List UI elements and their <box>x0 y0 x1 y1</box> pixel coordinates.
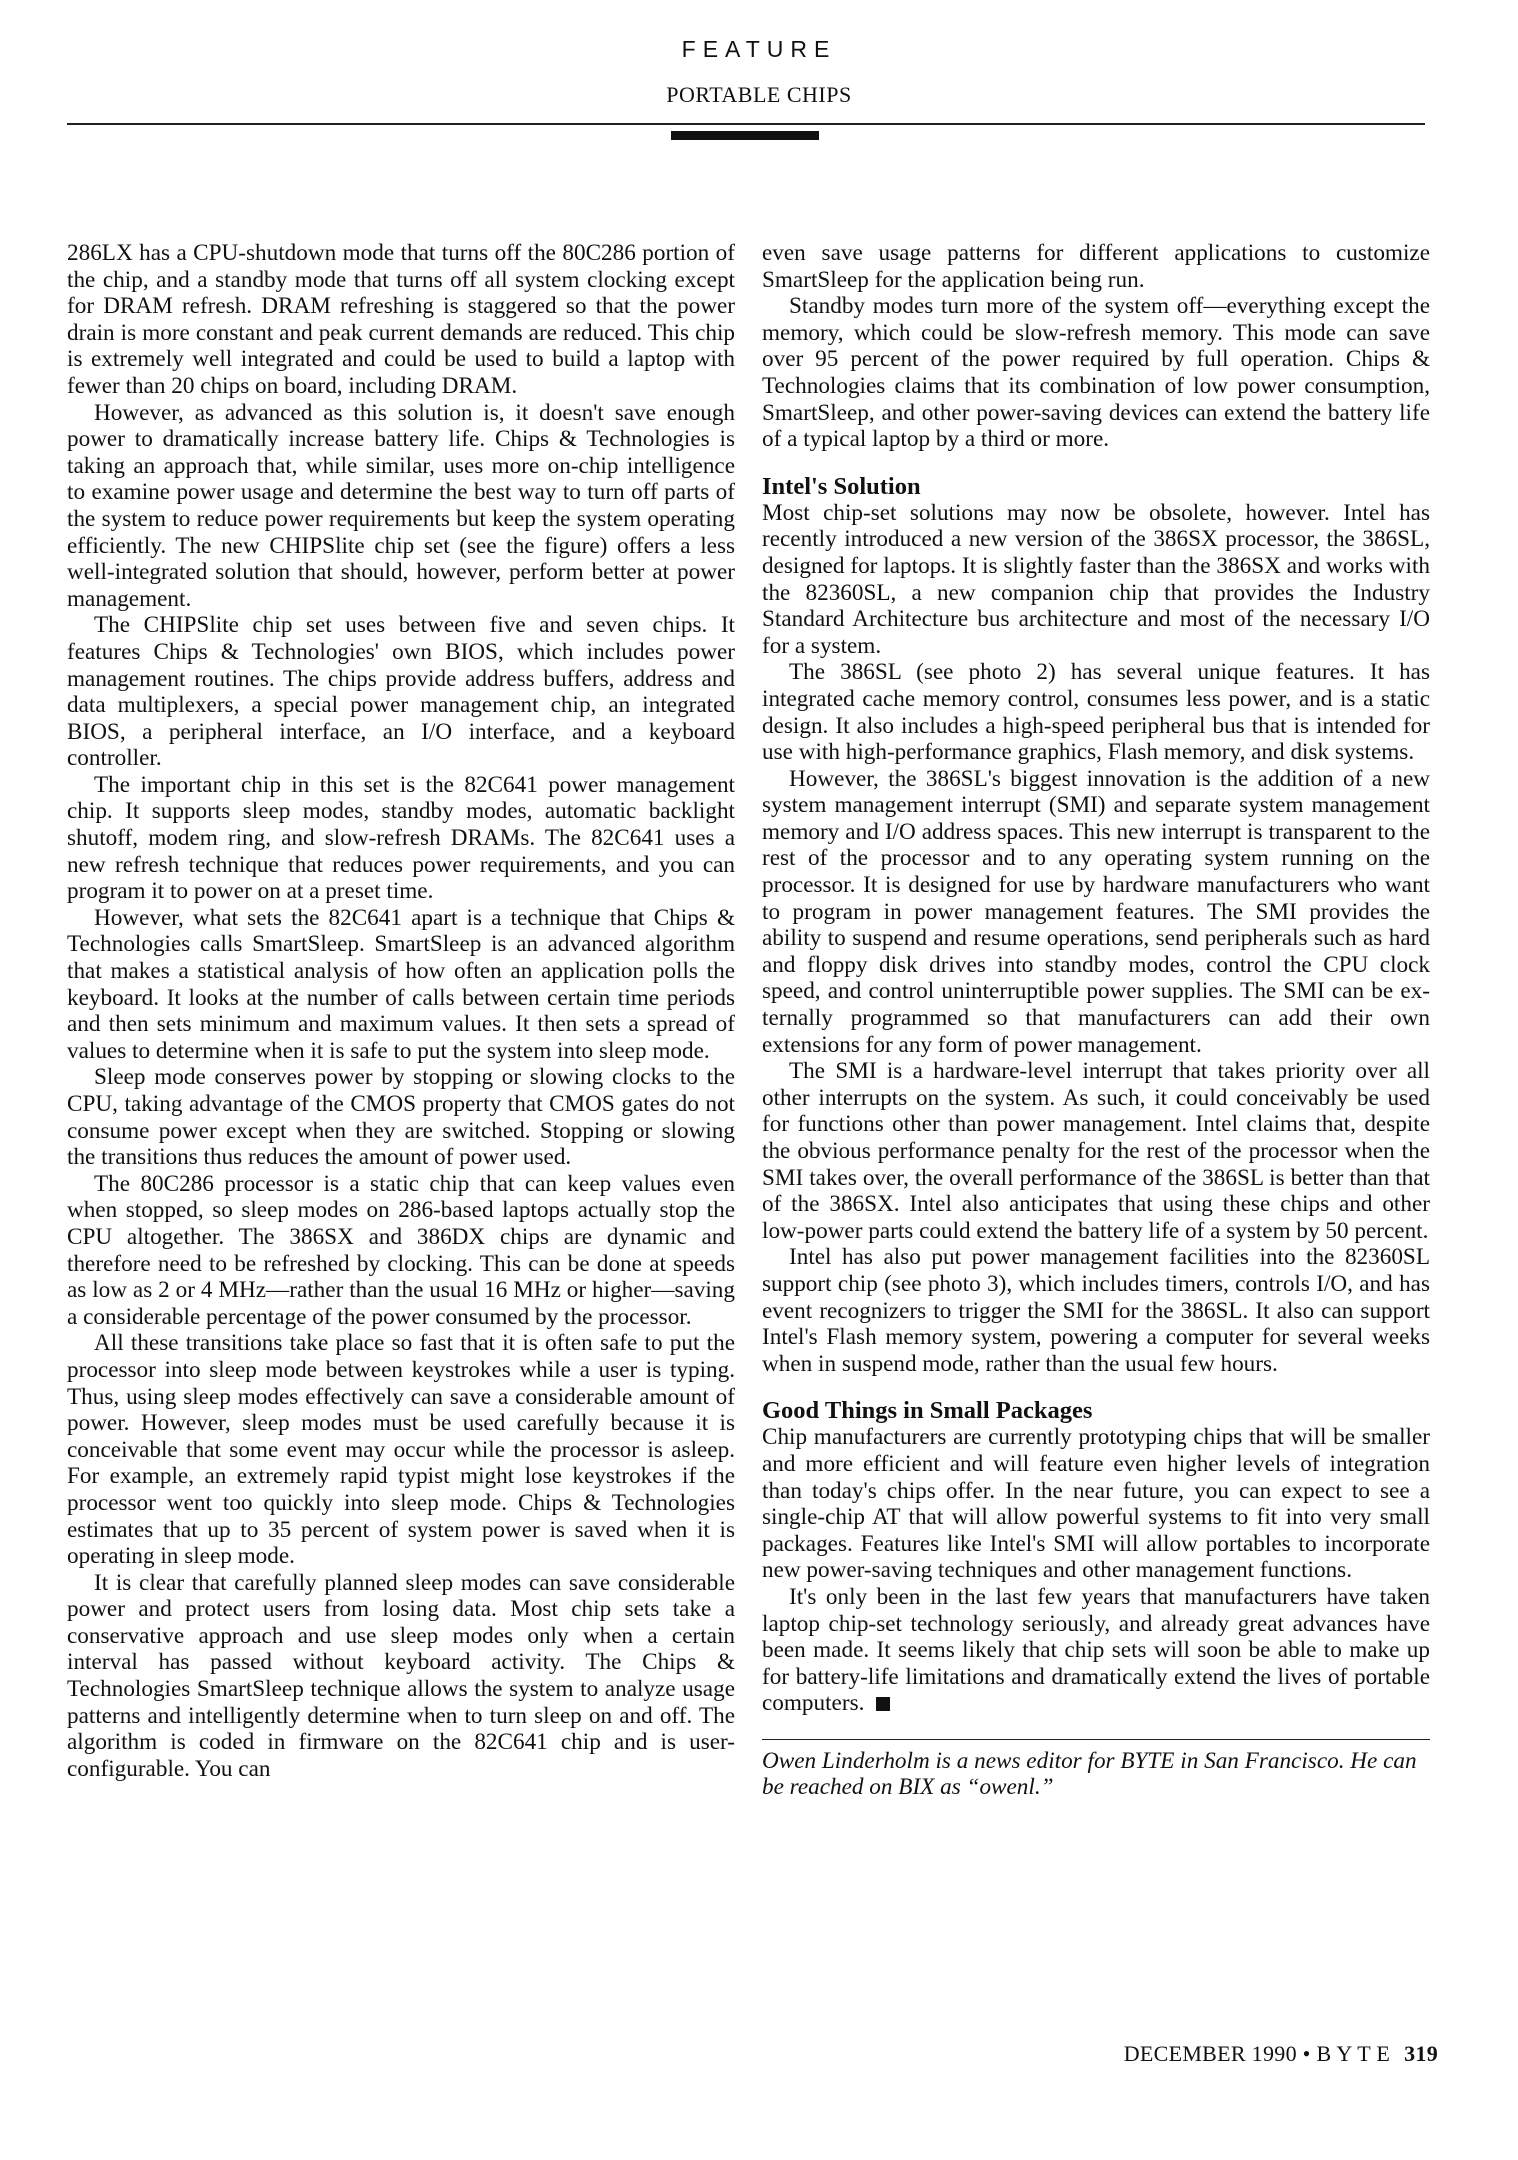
body-paragraph: The 386SL (see photo 2) has several unique features. It has integrated cache memory control, consumes less power, and is a static design. It also includes a high-speed peripheral bus that is intended for use with high-performance graphics, Flash memory, and disk systems. <box>762 659 1430 766</box>
body-paragraph: The important chip in this set is the 82C641 power management chip. It supports sleep modes, standby modes, automatic backlight shutoff, modem ring, and slow-refresh DRAMs. The 82C641 uses a new refresh technique that reduces power requirements, and you can program it to power on at a preset time. <box>67 771 735 905</box>
body-paragraph: even save usage patterns for different applications to customize SmartSleep for the application being run. <box>762 240 1430 293</box>
body-paragraph: Sleep mode conserves power by stopping or slowing clocks to the CPU, taking advantage of the CMOS property that CMOS gates do not consume power except when they are switched. Stopping or slowing the transitions thus reduces the amount of power used. <box>67 1064 735 1171</box>
body-paragraph: 286LX has a CPU-shutdown mode that turns off the 80C286 portion of the chip, and a standby mode that turns off all system clocking except for DRAM refresh. DRAM refreshing is staggered so that the power drain is more constant and peak current demands are reduced. This chip is extremely well integrated and could be used to build a laptop with fewer than 20 chips on board, including DRAM. <box>67 240 735 399</box>
page-number: 319 <box>1404 2041 1438 2066</box>
body-paragraph: The SMI is a hardware-level interrupt that takes priority over all other interrupts on the system. As such, it could conceivably be used for functions other than power management. Intel claims that, despite the obvious performance penalty for the rest of the processor when the SMI takes over, the overall performance of the 386SL is better than that of the 386SX. Intel also anticipates that using these chips and other low-power parts could extend the battery life of a system by 50 percent. <box>762 1058 1430 1244</box>
end-of-article-mark <box>876 1697 890 1711</box>
header-rule-bar <box>671 131 819 140</box>
left-column <box>67 240 735 1782</box>
author-bio: Owen Linderholm is a news editor for BYTE in San Francisco. He can be reached on BIX as “owenl.” <box>762 1747 1417 1801</box>
subhead-intels-solution: Intel's Solution <box>762 472 921 500</box>
body-paragraph: The CHIPSlite chip set uses between five and seven chips. It features Chips & Technologies' own BIOS, which includes power management routines. The chips provide address buffers, address and data multiplexers, a special power management chip, an integrated BIOS, a peripheral interface, an I/O interface, and a keyboard controller. <box>67 612 735 772</box>
bio-rule <box>762 1739 1430 1740</box>
footer-issue: DECEMBER 1990 • B Y T E <box>1123 2041 1391 2066</box>
body-paragraph: Chip manufacturers are currently prototyping chips that will be smaller and more efficient and will feature even higher levels of integration than today's chips offer. In the near future, you can expect to see a single-chip AT that will allow powerful systems to fit into very small packages. Features like Intel's SMI will allow portables to incorporate new power-saving techniques and other management functions. <box>762 1424 1430 1584</box>
body-paragraph: Most chip-set solutions may now be obsolete, however. Intel has recently introduced a new version of the 386SX processor, the 386SL, designed for laptops. It is slightly faster than the 386SX and works with the 82360SL, a new companion chip that provides the Industry Standard Architecture bus architecture and most of the necessary I/O for a system. <box>762 499 1430 659</box>
body-paragraph: Standby modes turn more of the system off—everything except the memory, which could be slow-refresh memory. This mode can save over 95 percent of the power required by full operation. Chips & Technologies claims that its combination of low power consumption, SmartSleep, and other power-saving devices can extend the battery life of a typical laptop by a third or more. <box>762 293 1430 453</box>
subhead-good-things: Good Things in Small Packages <box>762 1397 1093 1425</box>
closing-paragraph <box>762 1584 1430 1717</box>
body-paragraph: Intel has also put power management facilities into the 82360SL support chip (see photo 3), which includes timers, controls I/O, and has event recognizers to trigger the SMI for the 386SL. It also can support Intel's Flash memory system, powering a computer for several weeks when in suspend mode, rather than the usual few hours. <box>762 1244 1430 1377</box>
section-title: PORTABLE CHIPS <box>666 82 852 107</box>
body-paragraph: However, as advanced as this solution is, it doesn't save enough power to dramatically increase battery life. Chips & Technologies is taking an approach that, while similar, uses more on-chip intelligence to examine power usage and determine the best way to turn off parts of the system to reduce power requirements but keep the system operating efficiently. The new CHIPSlite chip set (see the figure) offers a less well-integrated solution that should, however, perform better at power management. <box>67 399 735 612</box>
closing-text: It's only been in the last few years that manufacturers have taken laptop chip-set technology seriously, and already great advances have been made. It seems likely that chip sets will soon be able to make up for battery-life limitations and dramatically extend the lives of portable computers. <box>762 1583 1430 1717</box>
feature-kicker: FEATURE <box>681 36 837 62</box>
page-footer <box>1124 2041 1438 2067</box>
body-paragraph: However, what sets the 82C641 apart is a technique that Chips & Technologies calls SmartSleep. SmartSleep is an advanced algorithm that makes a statistical analysis of how often an application polls the keyboard. It looks at the number of calls between certain time periods and then sets minimum and maximum values. It then sets a spread of values to determine when it is safe to put the system into sleep mode. <box>67 904 735 1064</box>
body-paragraph: However, the 386SL's biggest innovation is the addition of a new system management interrupt (SMI) and separate system management memory and I/O address spaces. This new interrupt is transparent to the rest of the processor and to any operating system running on the processor. It is designed for use by hardware manufacturers who want to program in power management features. The SMI provides the ability to suspend and resume operations, send peripherals such as hard and floppy disk drives into standby modes, control the CPU clock speed, and control uninterruptible power supplies. The SMI can be externally programmed so that manufacturers can add their own extensions for any form of power management. <box>762 765 1430 1058</box>
body-paragraph: The 80C286 processor is a static chip that can keep values even when stopped, so sleep modes on 286-based laptops actually stop the CPU altogether. The 386SX and 386DX chips are dynamic and therefore need to be refreshed by clocking. This can be done at speeds as low as 2 or 4 MHz—rather than the usual 16 MHz or higher—saving a considerable percentage of the power consumed by the processor. <box>67 1170 735 1330</box>
right-column <box>762 240 1430 1801</box>
body-paragraph: All these transitions take place so fast that it is often safe to put the processor into sleep mode between keystrokes while a user is typing. Thus, using sleep modes effectively can save a considerable amount of power. However, sleep modes must be used carefully because it is conceivable that some event may occur while the processor is asleep. For example, an extremely rapid typist might lose keystrokes if the processor went too quickly into sleep mode. Chips & Technologies estimates that up to 35 percent of system power is saved when it is operating in sleep mode. <box>67 1330 735 1570</box>
header-rule <box>67 123 1425 125</box>
body-paragraph: It is clear that carefully planned sleep modes can save considerable power and protect users from losing data. Most chip sets take a conservative approach and use sleep modes only when a certain interval has passed without keyboard activity. The Chips & Technologies SmartSleep technique allows the system to analyze usage patterns and intelligently determine when to turn sleep on and off. The algorithm is coded in firmware on the 82C641 chip and is user-configurable. You can <box>67 1569 735 1782</box>
